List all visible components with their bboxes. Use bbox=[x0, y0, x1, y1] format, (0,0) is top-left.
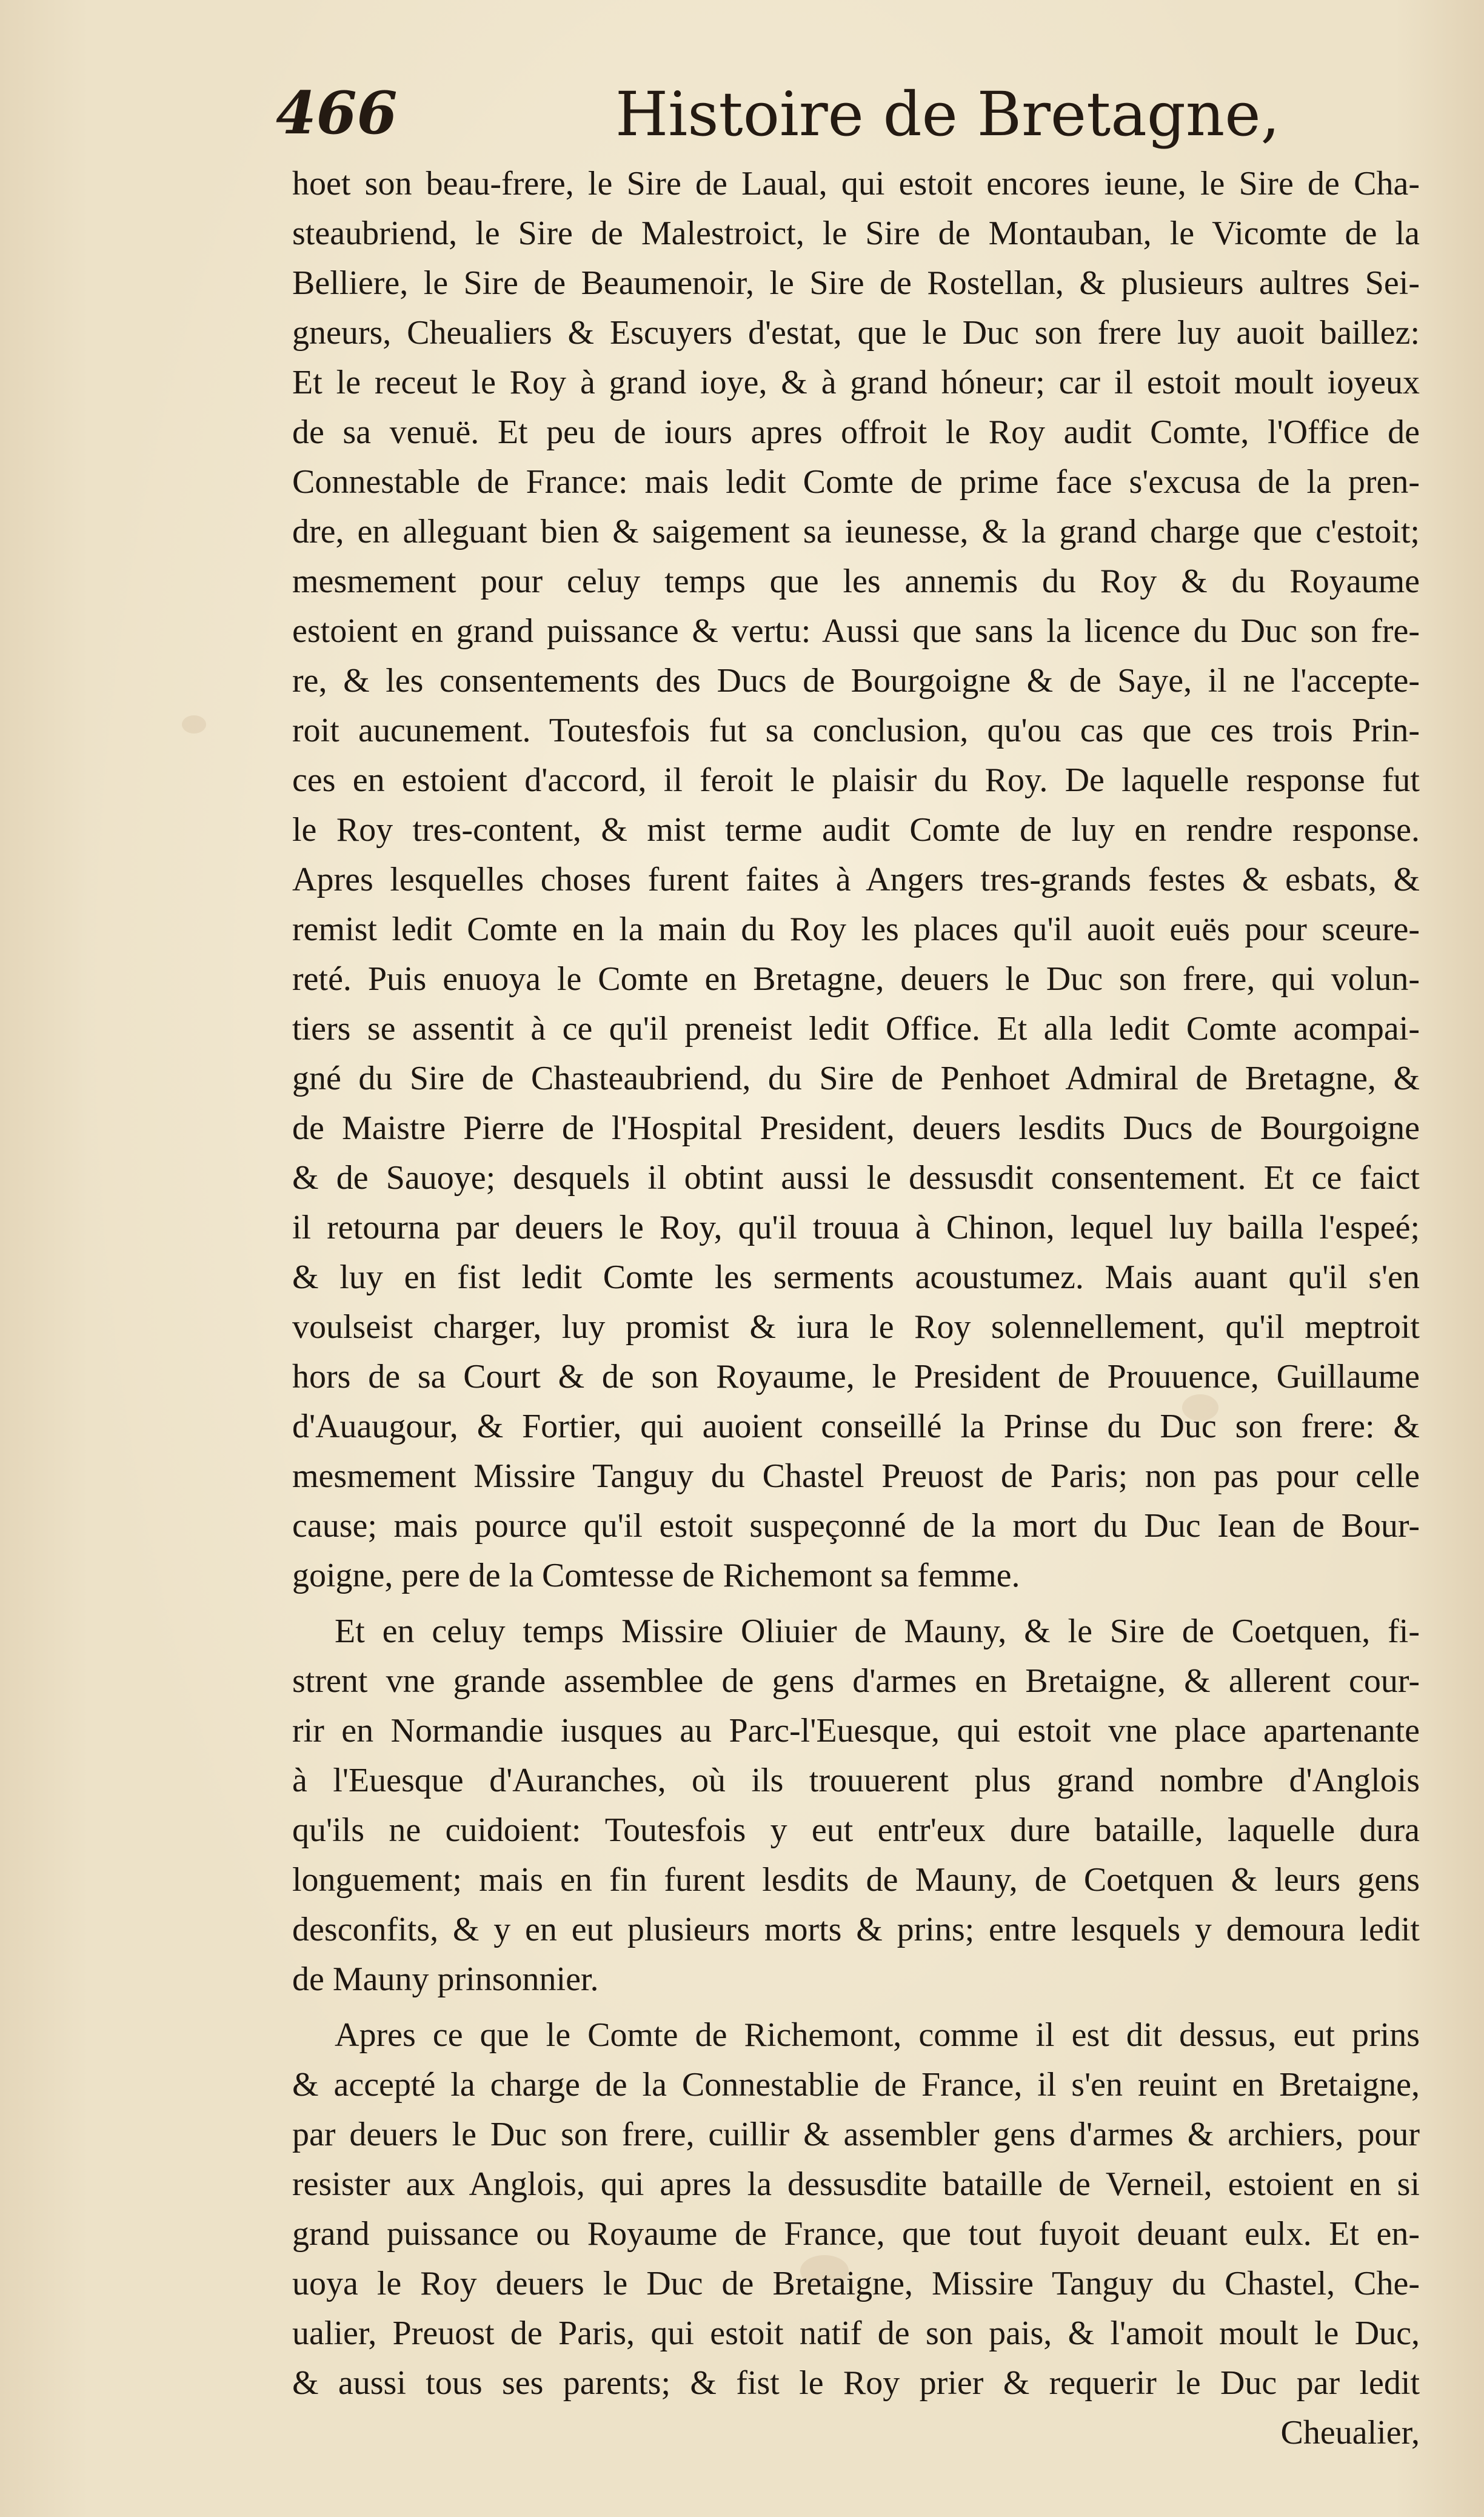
text-line: d'Auaugour, & Fortier, qui auoient conseillé la Prinse du Duc son frere: & bbox=[292, 1408, 1420, 1445]
paragraph-end-line: goigne, pere de la Comtesse de Richemont sa femme. bbox=[292, 1557, 1020, 1594]
text-line: gneurs, Cheualiers & Escuyers d'estat, que le Duc son frere luy auoit baillez: bbox=[292, 314, 1420, 352]
paragraph-end-line: de Mauny prinsonnier. bbox=[292, 1960, 599, 1998]
text-line: tiers se assentit à ce qu'il preneist ledit Office. Et alla ledit Comte acompai- bbox=[292, 1010, 1420, 1048]
text-line: le Roy tres-content, & mist terme audit Comte de luy en rendre response. bbox=[292, 811, 1420, 849]
paragraph-start-line: Et en celuy temps Missire Oliuier de Mauny, & le Sire de Coetquen, fi- bbox=[335, 1613, 1420, 1650]
text-line: hors de sa Court & de son Royaume, le President de Prouuence, Guillaume bbox=[292, 1358, 1420, 1396]
text-line: remist ledit Comte en la main du Roy les places qu'il auoit euës pour sceure- bbox=[292, 911, 1420, 948]
text-line: voulseist charger, luy promist & iura le Roy solennellement, qu'il meptroit bbox=[292, 1308, 1420, 1346]
text-line: strent vne grande assemblee de gens d'armes en Bretaigne, & allerent cour- bbox=[292, 1662, 1420, 1700]
text-line: par deuers le Duc son frere, cuillir & assembler gens d'armes & archiers, pour bbox=[292, 2116, 1420, 2153]
body-text bbox=[292, 159, 1420, 2458]
text-line: Connestable de France: mais ledit Comte de prime face s'excusa de la pren- bbox=[292, 463, 1420, 501]
page-header bbox=[276, 79, 1280, 150]
text-line: re, & les consentements des Ducs de Bourgoigne & de Saye, il ne l'accepte- bbox=[292, 662, 1420, 700]
text-line: steaubriend, le Sire de Malestroict, le Sire de Montauban, le Vicomte de la bbox=[292, 215, 1420, 252]
text-line: qu'ils ne cuidoient: Toutesfois y eut entr'eux dure bataille, laquelle dura bbox=[292, 1811, 1420, 1849]
text-line: il retourna par deuers le Roy, qu'il trouua à Chinon, lequel luy bailla l'espeé; bbox=[292, 1209, 1420, 1246]
text-line: Belliere, le Sire de Beaumenoir, le Sire de Rostellan, & plusieurs aultres Sei- bbox=[292, 264, 1420, 302]
text-line: de sa venuë. Et peu de iours apres offroit le Roy audit Comte, l'Office de bbox=[292, 413, 1420, 451]
text-line: à l'Euesque d'Auranches, où ils trouuerent plus grand nombre d'Anglois bbox=[292, 1762, 1420, 1799]
text-line: resister aux Anglois, qui apres la dessusdite bataille de Verneil, estoient en si bbox=[292, 2165, 1420, 2203]
text-line: & accepté la charge de la Connestablie de France, il s'en reuint en Bretaigne, bbox=[292, 2066, 1420, 2104]
text-line: longuement; mais en fin furent lesdits de Mauny, de Coetquen & leurs gens bbox=[292, 1861, 1420, 1899]
text-line: roit aucunement. Toutesfois fut sa conclusion, qu'ou cas que ces trois Prin- bbox=[292, 712, 1420, 749]
text-line: & aussi tous ses parents; & fist le Roy prier & requerir le Duc par ledit bbox=[292, 2364, 1420, 2402]
text-line: ualier, Preuost de Paris, qui estoit natif de son pais, & l'amoit moult le Duc, bbox=[292, 2315, 1420, 2352]
text-line: uoya le Roy deuers le Duc de Bretaigne, Missire Tanguy du Chastel, Che- bbox=[292, 2265, 1420, 2302]
text-line: hoet son beau-frere, le Sire de Laual, qui estoit encores ieune, le Sire de Cha- bbox=[292, 165, 1420, 202]
paragraph-start-line: Apres ce que le Comte de Richemont, comme il est dit dessus, eut prins bbox=[335, 2016, 1420, 2054]
page-number: 466 bbox=[276, 79, 398, 147]
text-line: & luy en fist ledit Comte les serments acoustumez. Mais auant qu'il s'en bbox=[292, 1258, 1420, 1296]
text-line: estoient en grand puissance & vertu: Aussi que sans la licence du Duc son fre- bbox=[292, 612, 1420, 650]
text-line: & de Sauoye; desquels il obtint aussi le dessusdit consentement. Et ce faict bbox=[292, 1159, 1420, 1197]
running-title: Histoire de Bretagne, bbox=[615, 79, 1280, 150]
text-line: grand puissance ou Royaume de France, que tout fuyoit deuant eulx. Et en- bbox=[292, 2215, 1420, 2253]
text-line: ces en estoient d'accord, il feroit le plaisir du Roy. De laquelle response fut bbox=[292, 761, 1420, 799]
text-line: cause; mais pource qu'il estoit suspeçonné de la mort du Duc Iean de Bour- bbox=[292, 1507, 1420, 1545]
text-line: de Maistre Pierre de l'Hospital President, deuers lesdits Ducs de Bourgoigne bbox=[292, 1109, 1420, 1147]
foxing-stain bbox=[182, 715, 206, 734]
text-line: desconfits, & y en eut plusieurs morts & prins; entre lesquels y demoura ledit bbox=[292, 1911, 1420, 1948]
text-line: rir en Normandie iusques au Parc-l'Euesque, qui estoit vne place apartenante bbox=[292, 1712, 1420, 1750]
text-line: Apres lesquelles choses furent faites à Angers tres-grands festes & esbats, & bbox=[292, 861, 1420, 898]
catchword: Cheualier, bbox=[1280, 2414, 1420, 2452]
text-line: Et le receut le Roy à grand ioye, & à grand hóneur; car il estoit moult ioyeux bbox=[292, 364, 1420, 401]
text-line: gné du Sire de Chasteaubriend, du Sire de Penhoet Admiral de Bretagne, & bbox=[292, 1060, 1420, 1097]
text-line: mesmement pour celuy temps que les annemis du Roy & du Royaume bbox=[292, 563, 1420, 600]
text-line: reté. Puis enuoya le Comte en Bretagne, deuers le Duc son frere, qui volun- bbox=[292, 960, 1420, 998]
text-line: mesmement Missire Tanguy du Chastel Preuost de Paris; non pas pour celle bbox=[292, 1457, 1420, 1495]
text-line: dre, en alleguant bien & saigement sa ieunesse, & la grand charge que c'estoit; bbox=[292, 513, 1420, 550]
